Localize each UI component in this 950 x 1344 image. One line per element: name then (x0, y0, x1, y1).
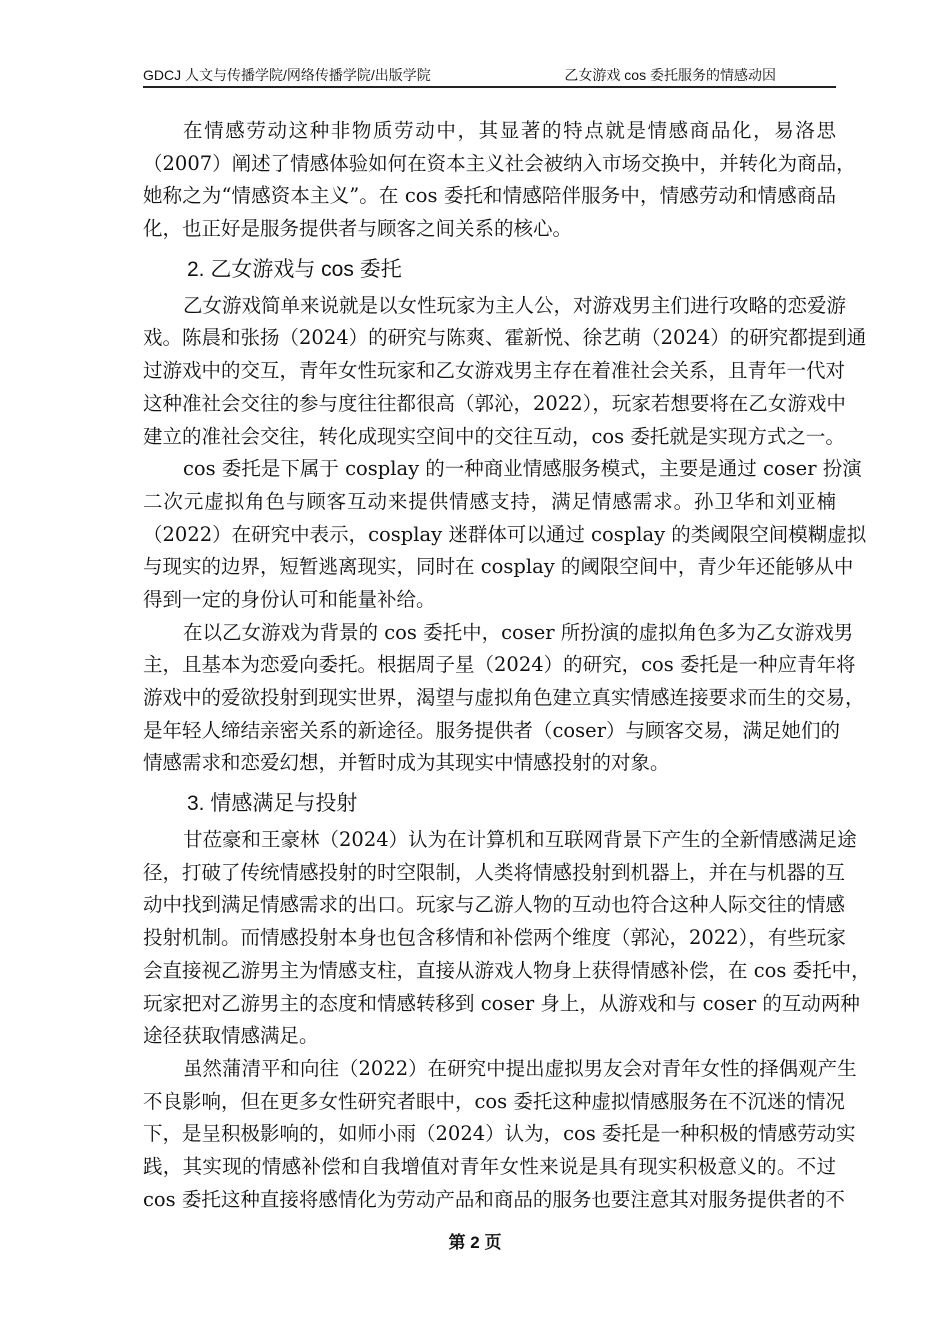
text-line: 途径获取情感满足。 (143, 1024, 319, 1048)
text-line: 她称之为“情感资本主义”。在 cos 委托和情感陪伴服务中，情感劳动和情感商品 (143, 184, 836, 208)
text-line: 下，是呈积极影响的，如师小雨（2024）认为，cos 委托是一种积极的情感劳动实 (143, 1122, 856, 1146)
text-line: 戏。陈晨和张扬（2024）的研究与陈爽、霍新悦、徐艺萌（2024）的研究都提到通 (143, 326, 867, 350)
text-line: 这种准社会交往的参与度往往都很高（郭沁，2022），玩家若想要将在乙女游戏中 (143, 391, 846, 415)
text-line: （2022）在研究中表示，cosplay 迷群体可以通过 cosplay 的类阈限空间模糊虚拟 (143, 522, 867, 546)
paragraph (143, 290, 867, 453)
text-line: 游戏中的爱欲投射到现实世界，渴望与虚拟角色建立真实情感连接要求而生的交易， (143, 686, 865, 709)
text-line: 情感需求和恋爱幻想，并暂时成为其现实中情感投射的对象。 (143, 751, 670, 775)
text-line: 乙女游戏简单来说就是以女性玩家为主人公，对游戏男主们进行攻略的恋爱游 (183, 293, 847, 317)
text-line: 得到一定的身份认可和能量补给。 (143, 587, 436, 611)
text-line: 玩家把对乙游男主的态度和情感转移到 coser 身上，从游戏和与 coser 的互动两种 (143, 991, 860, 1015)
text-line: 二次元虚拟角色与顾客互动来提供情感支持，满足情感需求。孙卫华和刘亚楠 (143, 489, 836, 513)
text-line: 会直接视乙游男主为情感支柱，直接从游戏人物身上获得情感补偿，在 cos 委托中， (143, 958, 871, 982)
text-line: 建立的准社会交往，转化成现实空间中的交往互动，cos 委托就是实现方式之一。 (143, 424, 845, 448)
section-heading: 3. 情感满足与投射 (187, 792, 358, 816)
text-line: 过游戏中的交互，青年女性玩家和乙女游戏男主存在着准社会关系，且青年一代对 (143, 359, 846, 383)
text-line: （2007）阐述了情感体验如何在资本主义社会被纳入市场交换中，并转化为商品， (143, 151, 856, 175)
paragraph (143, 617, 865, 780)
page-number: 第 2 页 (448, 1233, 502, 1252)
document-body (143, 115, 871, 1216)
text-line: 甘莅豪和王豪林（2024）认为在计算机和互联网背景下产生的全新情感满足途 (183, 828, 857, 852)
text-line: 不良影响，但在更多女性研究者眼中，cos 委托这种虚拟情感服务在不沉迷的情况 (143, 1089, 845, 1113)
text-line: 化，也正好是服务提供者与顾客之间关系的核心。 (143, 217, 573, 241)
text-line: 在以乙女游戏为背景的 cos 委托中，coser 所扮演的虚拟角色多为乙女游戏男 (183, 620, 854, 644)
paragraph (143, 1053, 857, 1216)
header-institution: GDCJ 人文与传播学院/网络传播学院/出版学院 (143, 67, 431, 83)
paragraph (143, 824, 871, 1053)
text-line: 主，且基本为恋爱向委托。根据周子星（2024）的研究，cos 委托是一种应青年将 (143, 653, 856, 677)
text-line: 投射机制。而情感投射本身也包含移情和补偿两个维度（郭沁，2022），有些玩家 (143, 926, 846, 950)
text-line: 在情感劳动这种非物质劳动中，其显著的特点就是情感商品化，易洛思 (183, 119, 836, 142)
paragraph (143, 115, 856, 246)
paragraph (143, 453, 867, 616)
section-heading: 2. 乙女游戏与 cos 委托 (187, 257, 402, 281)
text-line: 动中找到满足情感需求的出口。玩家与乙游人物的互动也符合这种人际交往的情感 (143, 893, 846, 917)
header-title: 乙女游戏 cos 委托服务的情感动因 (564, 67, 776, 83)
text-line: 与现实的边界，短暂逃离现实，同时在 cosplay 的阈限空间中，青少年还能够从中 (143, 555, 854, 579)
text-line: cos 委托是下属于 cosplay 的一种商业情感服务模式，主要是通过 coser 扮演 (183, 457, 862, 481)
page-header (143, 64, 836, 88)
text-line: 虽然蒲清平和向往（2022）在研究中提出虚拟男友会对青年女性的择偶观产生 (183, 1056, 857, 1080)
text-line: cos 委托这种直接将感情化为劳动产品和商品的服务也要注意其对服务提供者的不 (143, 1187, 845, 1211)
text-line: 是年轻人缔结亲密关系的新途径。服务提供者（coser）与顾客交易，满足她们的 (143, 718, 841, 742)
text-line: 践，其实现的情感补偿和自我增值对青年女性来说是具有现实积极意义的。不过 (143, 1154, 836, 1178)
text-line: 径，打破了传统情感投射的时空限制，人类将情感投射到机器上，并在与机器的互 (143, 860, 846, 884)
